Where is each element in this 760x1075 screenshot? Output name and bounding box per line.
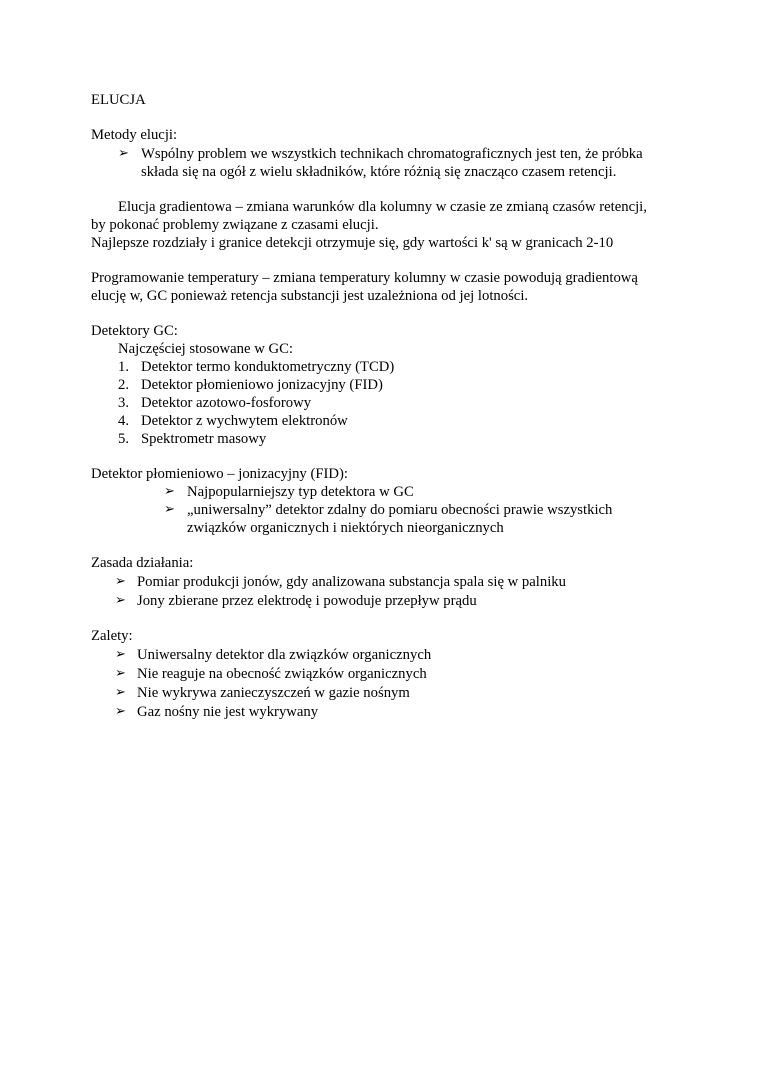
- gradient-line-1: Elucja gradientowa – zmiana warunków dla kolumny w czasie ze zmianą czasów retencji,: [118, 199, 647, 215]
- principle-bullet-2: Jony zbierane przez elektrodę i powoduje przepływ prądu: [137, 593, 477, 609]
- fid-heading: Detektor płomieniowo – jonizacyjny (FID):: [91, 466, 348, 482]
- advantages-bullet-4: Gaz nośny nie jest wykrywany: [137, 704, 319, 720]
- bullet-arrow-icon: ➢: [164, 484, 175, 499]
- gradient-line-3: Najlepsze rozdziały i granice detekcji otrzymuje się, gdy wartości k' są w granicach 2-10: [91, 235, 614, 251]
- list-item-number: 3.: [118, 395, 130, 411]
- list-item-number: 1.: [118, 359, 130, 375]
- list-item: Detektor azotowo-fosforowy: [141, 395, 312, 411]
- bullet-arrow-icon: ➢: [115, 666, 126, 681]
- bullet-arrow-icon: ➢: [118, 146, 129, 161]
- methods-bullet-line-1: Wspólny problem we wszystkich technikach chromatograficznych jest ten, że próbka: [141, 146, 643, 162]
- list-item-number: 4.: [118, 413, 130, 429]
- list-item: Detektor z wychwytem elektronów: [141, 413, 348, 429]
- list-item-number: 5.: [118, 431, 130, 447]
- fid-bullet-2-line-2: związków organicznych i niektórych nieorganicznych: [187, 520, 504, 536]
- list-item-number: 2.: [118, 377, 130, 393]
- gradient-line-2: by pokonać problemy związane z czasami elucji.: [91, 217, 379, 233]
- detectors-subheading: Najczęściej stosowane w GC:: [118, 341, 293, 357]
- temperature-line-2: elucję w, GC ponieważ retencja substancji jest uzależniona od jej lotności.: [91, 288, 529, 304]
- bullet-arrow-icon: ➢: [115, 685, 126, 700]
- bullet-arrow-icon: ➢: [115, 704, 126, 719]
- advantages-bullet-2: Nie reaguje na obecność związków organicznych: [137, 666, 427, 682]
- advantages-bullet-3: Nie wykrywa zanieczyszczeń w gazie nośnym: [137, 685, 410, 701]
- methods-heading: Metody elucji:: [91, 127, 178, 143]
- advantages-bullet-1: Uniwersalny detektor dla związków organicznych: [137, 647, 432, 663]
- bullet-arrow-icon: ➢: [164, 502, 175, 517]
- temperature-line-1: Programowanie temperatury – zmiana temperatury kolumny w czasie powodują gradientową: [91, 270, 638, 286]
- bullet-arrow-icon: ➢: [115, 647, 126, 662]
- fid-bullet-2-line-1: „uniwersalny” detektor zdalny do pomiaru obecności prawie wszystkich: [187, 502, 613, 518]
- advantages-heading: Zalety:: [91, 628, 133, 644]
- bullet-arrow-icon: ➢: [115, 574, 126, 589]
- list-item: Spektrometr masowy: [141, 431, 267, 447]
- bullet-arrow-icon: ➢: [115, 593, 126, 608]
- fid-bullet-1: Najpopularniejszy typ detektora w GC: [187, 484, 414, 500]
- principle-bullet-1: Pomiar produkcji jonów, gdy analizowana substancja spala się w palniku: [137, 574, 566, 590]
- document-title: ELUCJA: [91, 92, 146, 108]
- list-item: Detektor termo konduktometryczny (TCD): [141, 359, 395, 375]
- principle-heading: Zasada działania:: [91, 555, 194, 571]
- list-item: Detektor płomieniowo jonizacyjny (FID): [141, 377, 383, 393]
- methods-bullet-line-2: składa się na ogół z wielu składników, które różnią się znacząco czasem retencji.: [141, 164, 617, 180]
- detectors-heading: Detektory GC:: [91, 323, 178, 339]
